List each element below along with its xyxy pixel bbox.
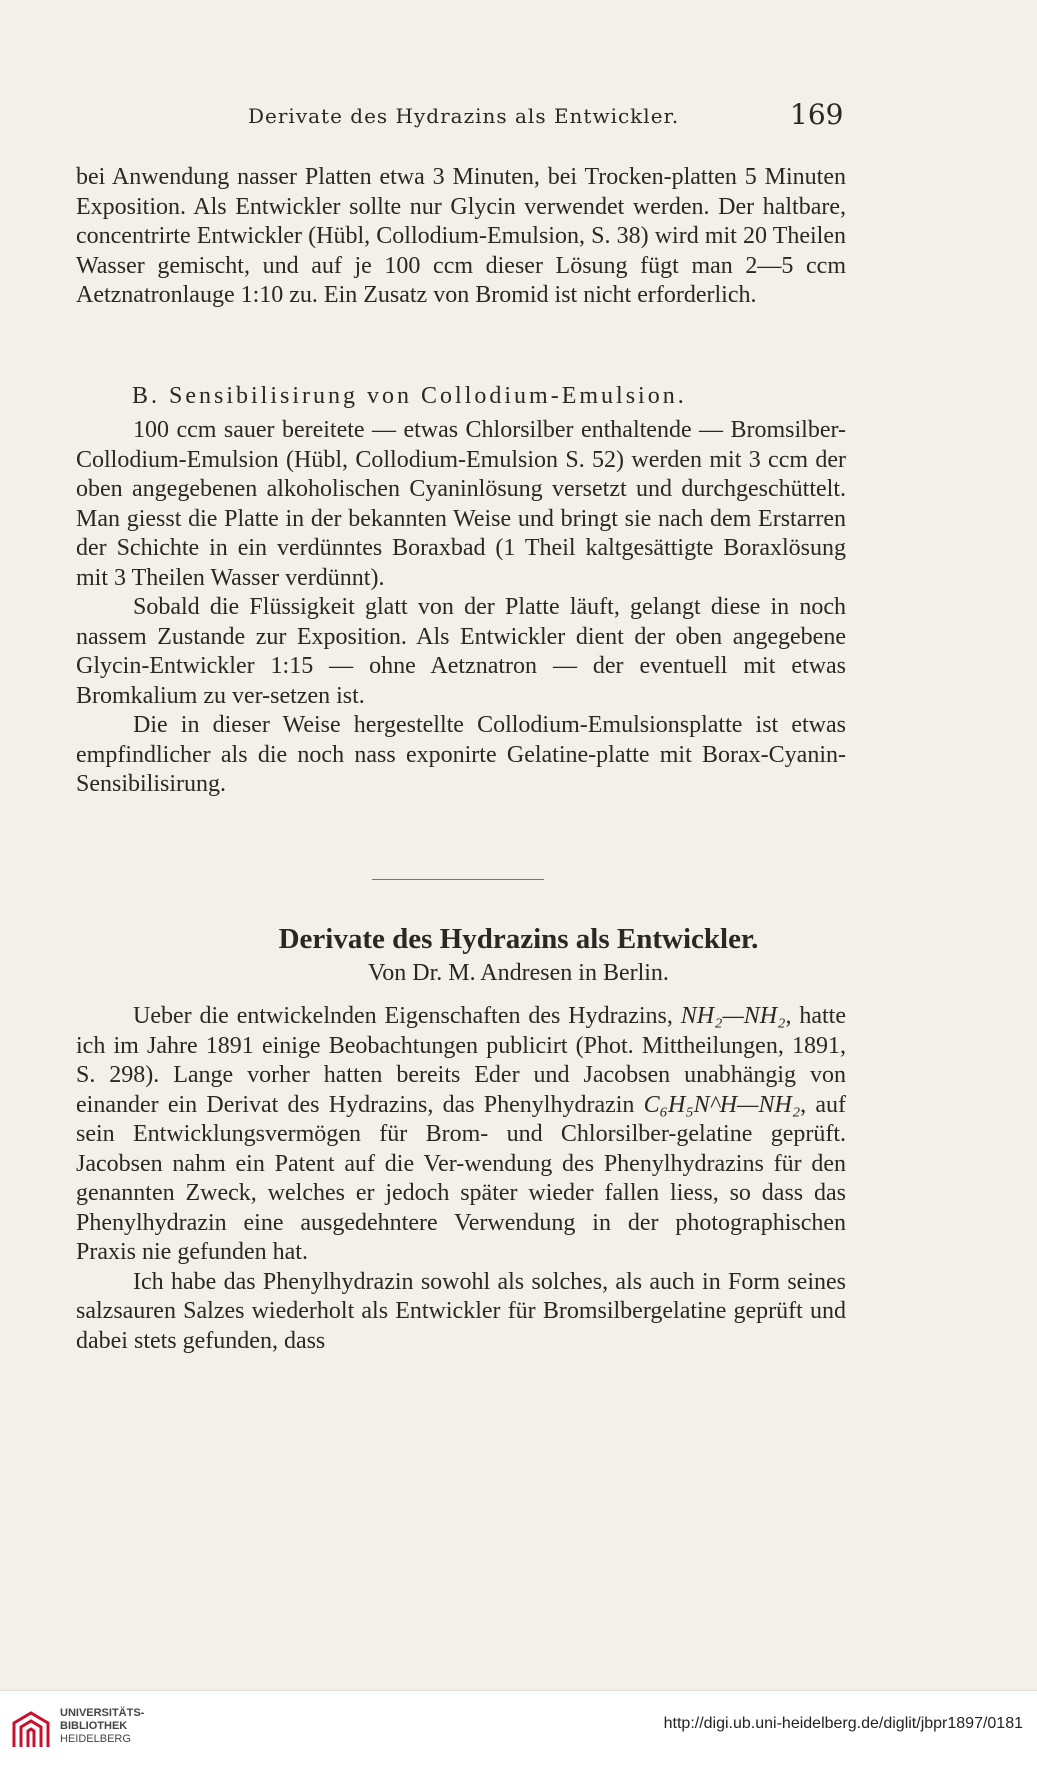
library-logo-icon [10, 1709, 52, 1751]
section-divider [372, 879, 544, 880]
footer-bar [0, 1690, 1037, 1767]
paragraph-block-b [76, 416, 846, 800]
article-title: Derivate des Hydrazins als Entwickler. [278, 923, 759, 955]
article-byline: Von Dr. M. Andresen in Berlin. [368, 960, 669, 986]
text-run: Ueber die entwickelnden Eigenschaften des Hydrazins, [133, 1003, 673, 1029]
permalink-url[interactable]: http://digi.ub.uni-heidelberg.de/diglit/jbpr1897/0181 [663, 1715, 1023, 1732]
library-name-line: BIBLIOTHEK [60, 1720, 128, 1732]
library-name-line: UNIVERSITÄTS- [60, 1707, 145, 1719]
formula-phenylhydrazine: C₆H₅N^H—NH₂ [643, 1091, 801, 1118]
page-number: 169 [790, 98, 844, 131]
paragraph: 100 ccm sauer bereitete — etwas Chlorsilber enthaltende — Bromsilber-Collodium-Emulsion (Hübl, Collodium-Emulsion S. 52) werden mit 3 ccm der oben angegebenen alkoholischen Cyaninlösung versetzt und durchgeschüttelt. Man giesst die Platte in der bekannten Weise und bringt sie nach dem Erstarren der Schichte in ein verdünntes Boraxbad (1 Theil kaltgesättigte Boraxlösung mit 3 Theilen Wasser verdünnt). [76, 417, 846, 591]
running-title: Derivate des Hydrazins als Entwickler. [248, 104, 680, 128]
paragraph: bei Anwendung nasser Platten etwa 3 Minuten, bei Trocken-platten 5 Minuten Exposition. Als Entwickler sollte nur Glycin verwendet werden. Der haltbare, concentrirte Entwickler (Hübl, Collodium-Emulsion, S. 38) wird mit 20 Theilen Wasser gemischt, und auf je 100 ccm dieser Lösung fügt man 2—5 ccm Aetznatronlauge 1:10 zu. Ein Zusatz von Bromid ist nicht erforderlich. [76, 164, 846, 308]
text-run: , auf sein Entwicklungsvermögen für Brom- und Chlorsilber-gelatine geprüft. Jacobsen nahm ein Patent auf die Ver-wendung des Phenylhydrazins für den genannten Zweck, welches er jedoch später wieder fallen liess, so dass das Phenylhydrazin eine ausgedehntere Verwendung in der photographischen Praxis nie gefunden hat. [76, 1091, 847, 1265]
library-name [60, 1707, 144, 1746]
article-body [76, 1002, 846, 1356]
paragraph: Die in dieser Weise hergestellte Collodium-Emulsionsplatte ist etwas empfindlicher als die noch nass exponirte Gelatine-platte mit Borax-Cyanin-Sensibilisirung. [76, 712, 846, 797]
paragraph: Ich habe das Phenylhydrazin sowohl als solches, als auch in Form seines salzsauren Salzes wiederholt als Entwickler für Bromsilbergelatine geprüft und dabei stets gefunden, dass [76, 1268, 846, 1354]
paragraph: Sobald die Flüssigkeit glatt von der Platte läuft, gelangt diese in noch nassem Zustande zur Exposition. Als Entwickler dient der oben angegebene Glycin-Entwickler 1:15 — ohne Aetznatron — der eventuell mit etwas Bromkalium zu ver-setzen ist. [76, 594, 846, 709]
paragraph [76, 1002, 846, 1268]
section-heading: B. Sensibilisirung von Collodium-Emulsion. [132, 383, 687, 409]
library-name-line: HEIDELBERG [60, 1733, 131, 1745]
paragraph-block-a [76, 163, 846, 311]
formula-hydrazine: NH₂—NH₂ [680, 1003, 786, 1029]
text-run: , hatte ich im Jahre 1891 einige Beobachtungen publicirt (Phot. Mittheilungen, 1891, S. 298). Lange vorher hatten bereits Eder und Jacobsen unabhängig von einander ein Derivat des Hydrazins, das Phenylhydrazin [76, 1003, 847, 1118]
